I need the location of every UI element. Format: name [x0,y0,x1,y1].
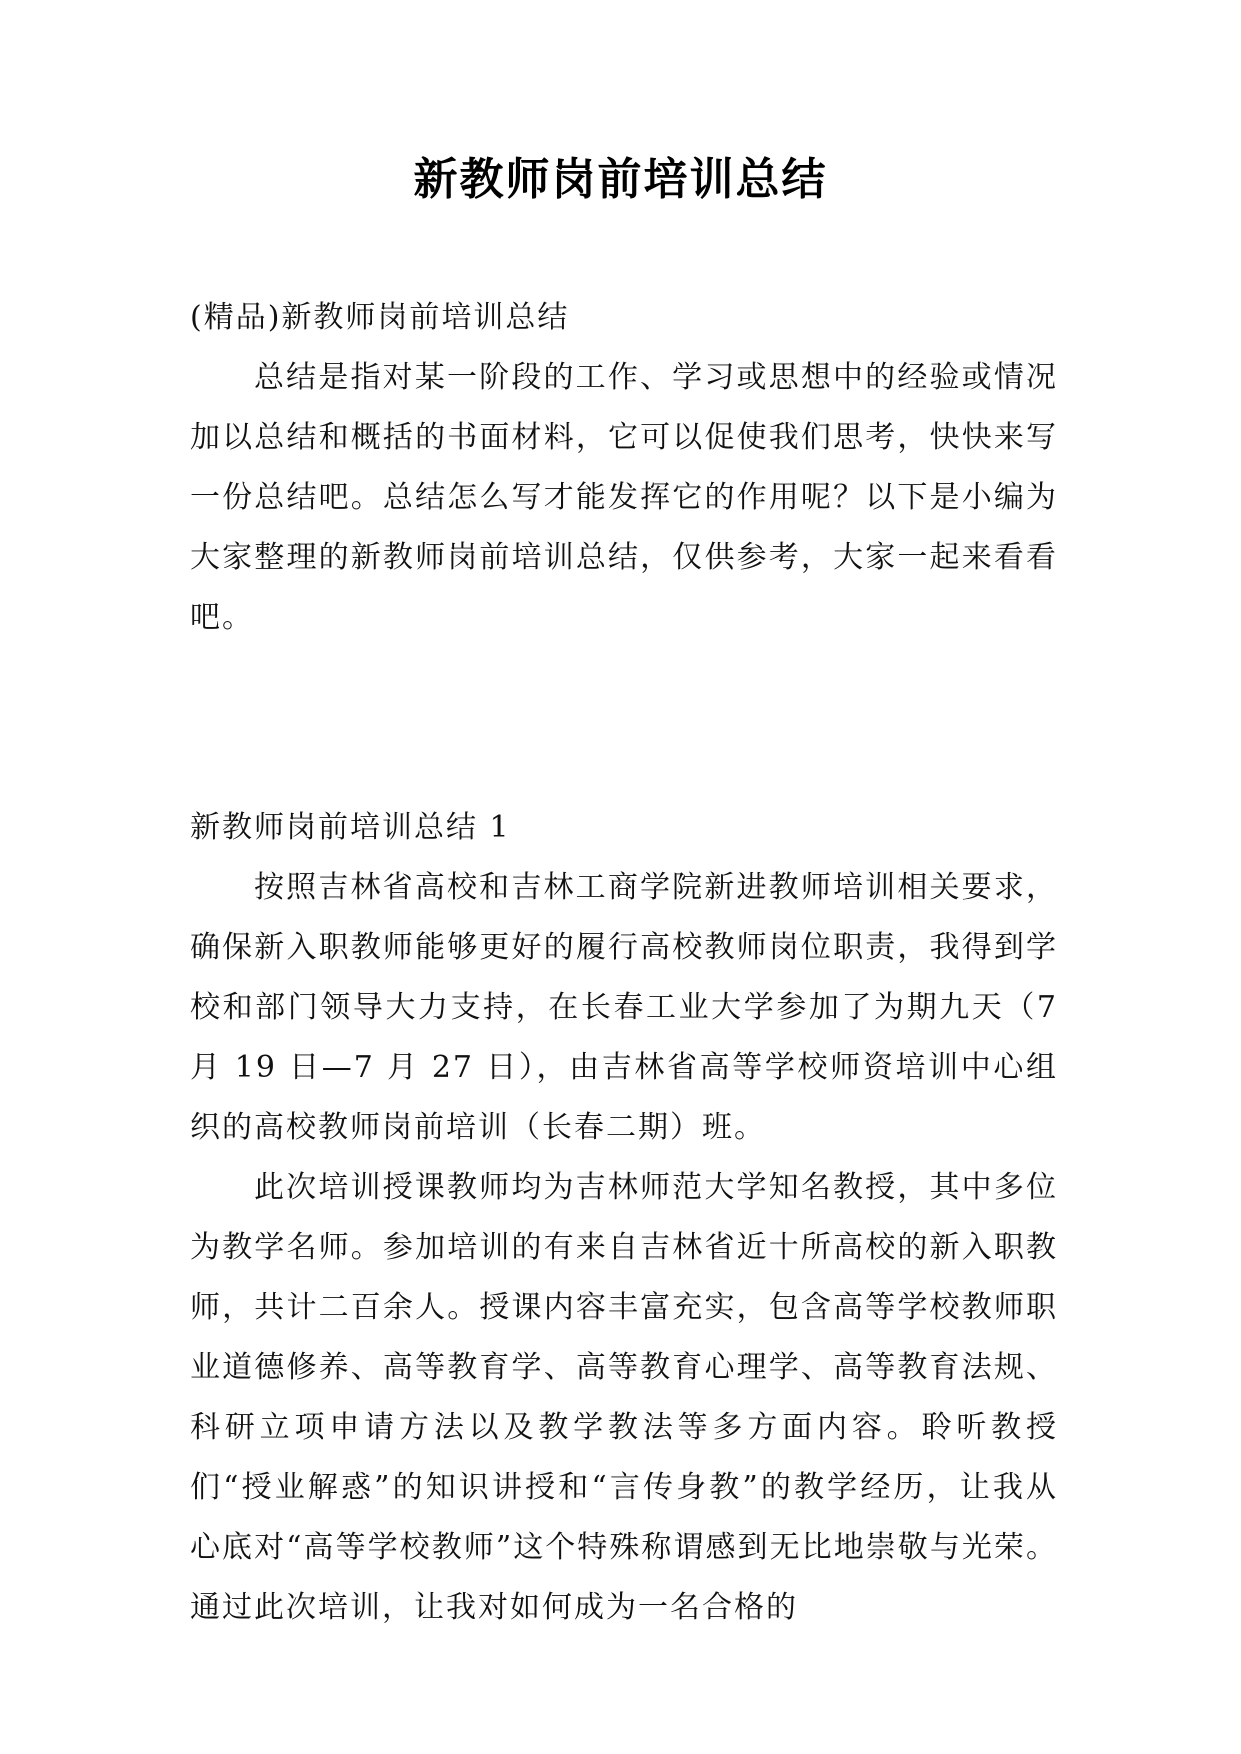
document-body [190,288,1058,1638]
section-gap [190,648,1058,798]
section-heading: 新教师岗前培训总结 1 [190,810,511,845]
document-title: 新教师岗前培训总结 [413,154,828,205]
document-subtitle: (精品)新教师岗前培训总结 [190,300,570,335]
intro-paragraph: 总结是指对某一阶段的工作、学习或思想中的经验或情况加以总结和概括的书面材料，它可以促使我们思考，快快来写一份总结吧。总结怎么写才能发挥它的作用呢？以下是小编为大家整理的新教师岗前培训总结，仅供参考，大家一起来看看吧。 [190,360,1058,635]
body-paragraph: 按照吉林省高校和吉林工商学院新进教师培训相关要求，确保新入职教师能够更好的履行高校教师岗位职责，我得到学校和部门领导大力支持，在长春工业大学参加了为期九天（7 月 19 日—7 月 27 日），由吉林省高等学校师资培训中心组织的高校教师岗前培训（长春二期）班。 [190,870,1058,1145]
body-paragraph: 此次培训授课教师均为吉林师范大学知名教授，其中多位为教学名师。参加培训的有来自吉林省近十所高校的新入职教师，共计二百余人。授课内容丰富充实，包含高等学校教师职业道德修养、高等教育学、高等教育心理学、高等教育法规、科研立项申请方法以及教学教法等多方面内容。聆听教授们“授业解惑”的知识讲授和“言传身教”的教学经历，让我从心底对“高等学校教师”这个特殊称谓感到无比地崇敬与光荣。通过此次培训，让我对如何成为一名合格的 [190,1170,1058,1625]
